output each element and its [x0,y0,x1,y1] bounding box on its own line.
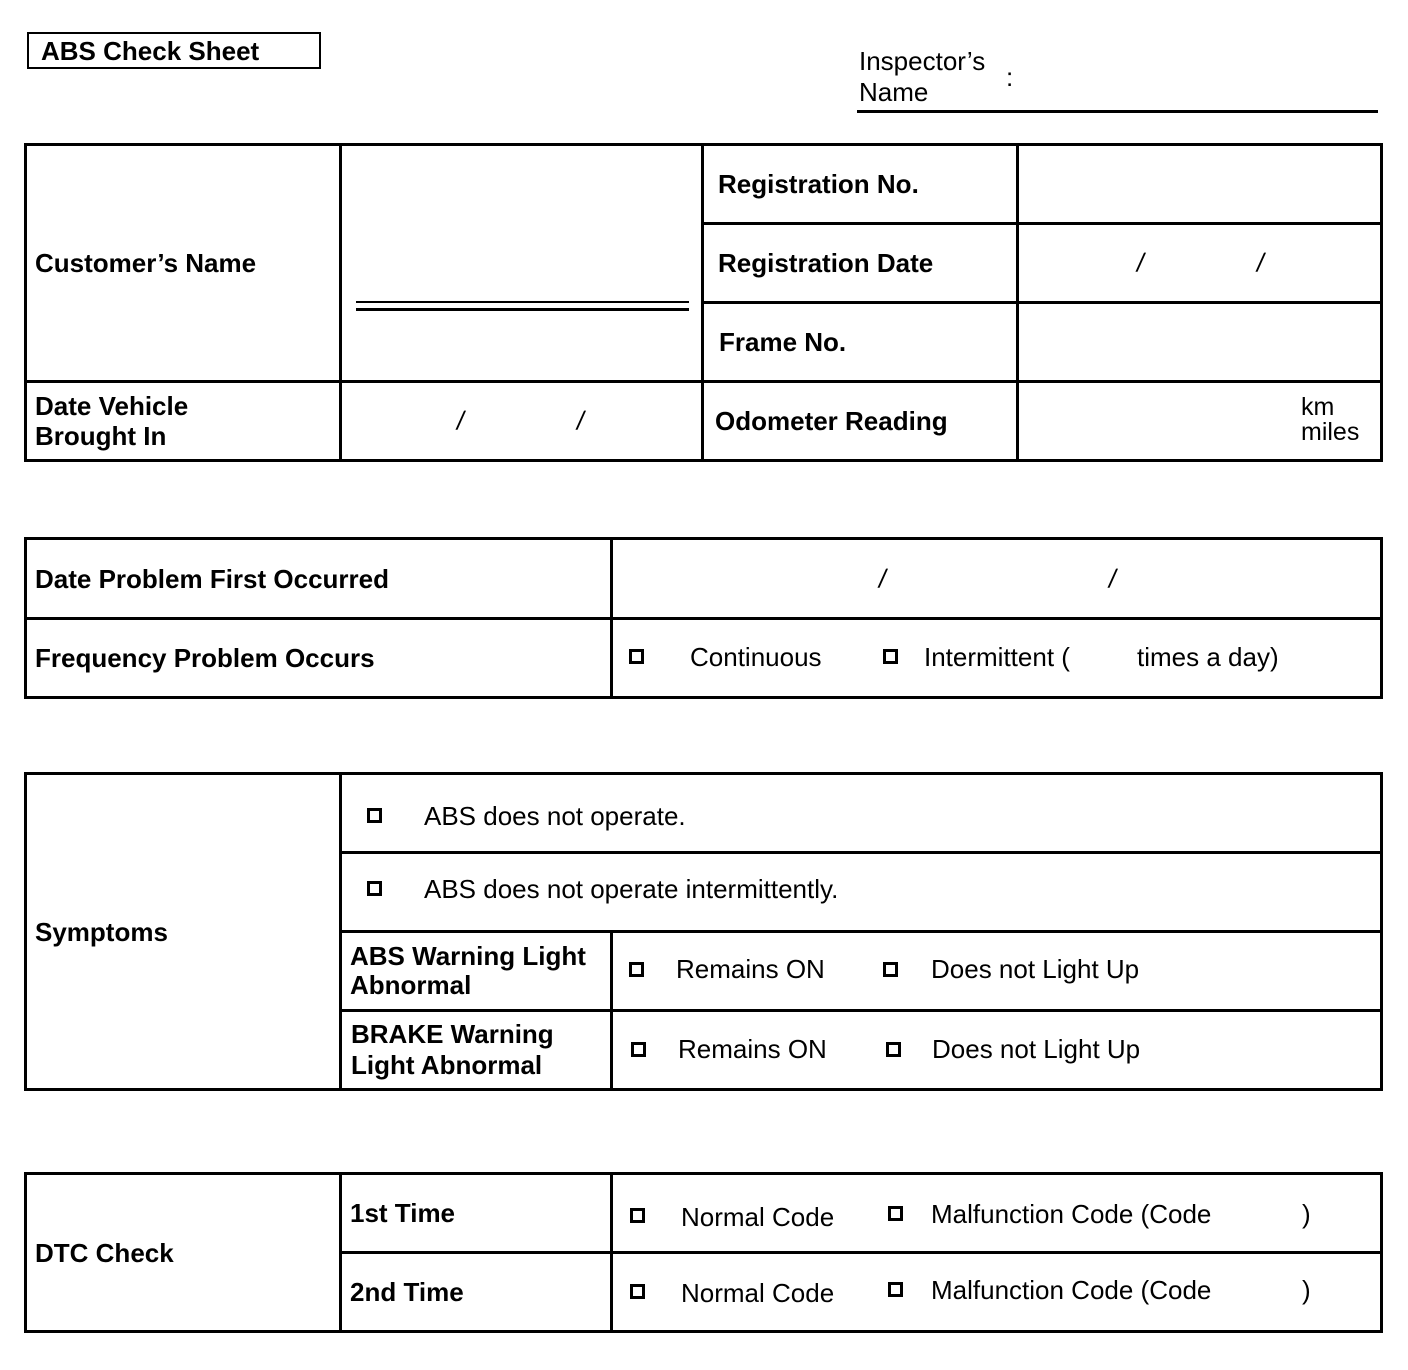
dtc-first-normal-checkbox[interactable] [630,1208,645,1223]
registration-date-label-cell [703,224,1018,303]
dtc-second-malfunction-label: Malfunction Code (Code [931,1275,1212,1305]
inspector-colon: : [1006,62,1014,92]
odometer-label-cell [703,382,1018,461]
symptom-option-2 [341,853,1382,932]
vehicle-info-table [24,143,1383,462]
date-first-occurred-field[interactable] [612,539,1382,619]
registration-date-label: Registration Date [718,248,934,278]
brake-not-light-label: Does not Light Up [932,1034,1141,1064]
inspector-name-line[interactable] [857,110,1378,113]
dtc-label: DTC Check [35,1237,174,1268]
dtc-first-label: 1st Time [350,1198,456,1228]
customer-name-field[interactable] [341,145,703,382]
times-a-day-label: times a day) [1137,642,1279,672]
dtc-first-malfunction-checkbox[interactable] [888,1206,903,1221]
symptoms-label: Symptoms [35,916,168,947]
intermittent-checkbox[interactable] [883,649,898,664]
dtc-second-label: 2nd Time [350,1277,464,1307]
dtc-first-close-paren: ) [1302,1199,1311,1229]
name-double-line-top [356,301,689,303]
symptom-2-label: ABS does not operate intermittently. [424,874,839,904]
symptom-1-checkbox[interactable] [367,808,382,823]
abs-remains-on-label: Remains ON [676,954,825,984]
registration-no-field[interactable] [1018,145,1382,224]
abs-light-options [612,932,1382,1011]
brake-light-options [612,1011,1382,1090]
date-brought-in-label-cell [26,382,341,461]
date-slash: / [1134,247,1147,278]
continuous-label: Continuous [690,642,822,672]
brake-not-light-checkbox[interactable] [886,1042,901,1057]
dtc-second-label-cell [341,1253,612,1332]
symptoms-table [24,772,1383,1091]
brake-remains-on-checkbox[interactable] [631,1042,646,1057]
date-brought-in-label-line1: Date Vehicle [35,391,189,421]
brake-light-label-line2: Light Abnormal [351,1050,543,1080]
brake-light-label-cell [341,1011,612,1090]
abs-light-label-line1: ABS Warning Light [350,941,586,971]
frame-no-field[interactable] [1018,303,1382,382]
abs-light-label-cell [341,932,612,1011]
brake-remains-on-label: Remains ON [678,1034,827,1064]
dtc-second-normal-checkbox[interactable] [630,1284,645,1299]
abs-remains-on-checkbox[interactable] [629,962,644,977]
date-slash: / [876,563,889,593]
title-box [27,32,321,69]
odometer-field[interactable] [1018,382,1382,461]
unit-km: km [1301,393,1335,421]
abs-light-label-line2: Abnormal [350,970,472,1000]
symptoms-label-cell [26,774,341,1090]
dtc-first-malfunction-label: Malfunction Code (Code [931,1199,1212,1229]
date-slash: / [1254,247,1267,278]
date-brought-in-field[interactable] [341,382,703,461]
odometer-label: Odometer Reading [715,406,948,436]
frequency-label-cell [26,619,612,698]
dtc-first-label-cell [341,1174,612,1253]
dtc-label-cell [26,1174,341,1332]
abs-not-light-checkbox[interactable] [883,962,898,977]
dtc-first-options [612,1174,1382,1253]
frame-no-label-cell [703,303,1018,382]
dtc-check-table [24,1172,1383,1333]
symptom-2-checkbox[interactable] [367,881,382,896]
dtc-second-close-paren: ) [1302,1275,1311,1305]
date-brought-in-label-line2: Brought In [35,421,167,451]
name-double-line-bottom [356,308,689,311]
intermittent-label: Intermittent ( [924,642,1070,672]
page-title: ABS Check Sheet [41,36,260,66]
date-first-occurred-label: Date Problem First Occurred [35,563,389,594]
customer-name-label-cell [26,145,341,382]
date-slash: / [454,405,467,436]
frame-no-label: Frame No. [719,327,847,357]
dtc-second-options [612,1253,1382,1332]
date-slash: / [1106,563,1119,593]
registration-no-label-cell [703,145,1018,224]
problem-info-table [24,537,1383,699]
dtc-second-malfunction-checkbox[interactable] [888,1282,903,1297]
inspector-label-line1: Inspector’s [859,46,986,76]
registration-no-label: Registration No. [718,169,919,199]
symptom-1-label: ABS does not operate. [424,801,686,831]
registration-date-field[interactable] [1018,224,1382,303]
frequency-field [612,619,1382,698]
continuous-checkbox[interactable] [629,649,644,664]
frequency-label: Frequency Problem Occurs [35,643,375,673]
unit-miles: miles [1301,418,1360,446]
dtc-first-normal-label: Normal Code [681,1202,835,1232]
abs-not-light-label: Does not Light Up [931,954,1140,984]
date-slash: / [574,405,587,436]
brake-light-label-line1: BRAKE Warning [351,1019,554,1049]
inspector-label-line2: Name [859,77,929,107]
symptom-option-1 [341,774,1382,853]
date-first-occurred-label-cell [26,539,612,619]
dtc-second-normal-label: Normal Code [681,1278,835,1308]
customer-name-label: Customer’s Name [35,248,257,278]
